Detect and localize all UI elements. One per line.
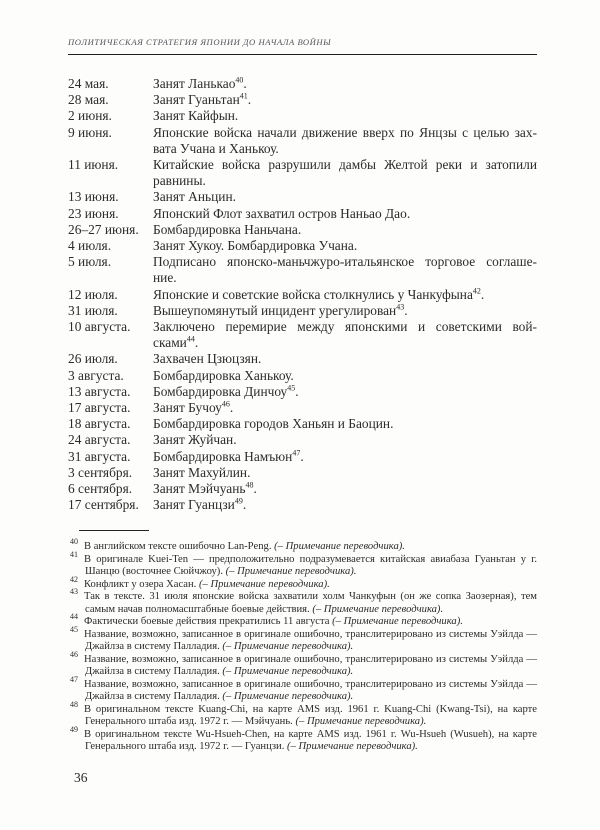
- footnote-number: 49: [70, 724, 78, 734]
- translator-note: (– Примечание переводчика).: [222, 641, 354, 652]
- event-line: Китайские войска разрушили дамбы Желтой реки и затопили: [153, 157, 537, 173]
- event-line: Занят Ланькао$^{40}$.: [153, 75, 247, 91]
- event-row: [68, 449, 537, 465]
- footnote-number: 40: [70, 537, 78, 547]
- footnote-ref: 43: [396, 302, 405, 312]
- event-row: [68, 368, 537, 384]
- footnote-ref: 46: [221, 399, 230, 409]
- event-text: [153, 400, 537, 416]
- footnote-number: 42: [70, 574, 78, 584]
- event-date: 3 августа.: [68, 367, 124, 383]
- event-date: 17 августа.: [68, 400, 131, 416]
- event-date: 18 августа.: [68, 416, 131, 432]
- footnote-ref: 45: [287, 383, 296, 393]
- event-text: [153, 92, 537, 108]
- event-row: [68, 303, 537, 319]
- footnote-ref: 40: [235, 75, 244, 85]
- event-row: [68, 189, 537, 205]
- event-date: 23 июня.: [68, 205, 119, 221]
- event-text: [153, 319, 537, 351]
- footnote-number: 48: [70, 699, 78, 709]
- event-row: [68, 125, 537, 157]
- page-number: 36: [74, 770, 88, 785]
- event-text: [153, 157, 537, 189]
- event-date: 28 мая.: [68, 92, 109, 108]
- event-text: [153, 481, 537, 497]
- footnote-text: В оригинальном тексте Kuang-Chi, на карте AMS изд. 1961 г. Kuang-Chi (Kwang-Tsi), на карте Генерального штаба изд. 1972 г. — Мэйчуань.: [84, 703, 537, 727]
- event-row: [68, 416, 537, 432]
- footnote-ref: 47: [292, 448, 301, 458]
- event-text: [153, 254, 537, 286]
- footnote-text: Конфликт у озера Хасан.: [84, 578, 197, 590]
- footnote-text: Название, возможно, записанное в оригинале ошибочно, транслитерировано из системы Уэйлда — Джайлза в систему Палладия.: [84, 678, 537, 702]
- event-row: [68, 287, 537, 303]
- footnote-ref: 49: [234, 496, 243, 506]
- translator-note: (– Примечание переводчика).: [287, 741, 418, 752]
- event-line: Бомбардировка Намъюн$^{47}$.: [153, 448, 304, 464]
- footnote: [70, 587, 537, 616]
- footnote-list: [70, 537, 537, 754]
- translator-note: (– Примечание переводчика).: [274, 541, 405, 552]
- event-row: [68, 497, 537, 513]
- event-date: 6 сентября.: [68, 481, 133, 497]
- footnote-number: 47: [70, 674, 78, 684]
- event-date: 24 мая.: [68, 76, 109, 91]
- event-line: Японский Флот захватил остров Наньао Дао.: [153, 205, 411, 221]
- event-text: [153, 76, 537, 92]
- event-line: вата Учана и Ханькоу.: [153, 140, 279, 156]
- event-date: 13 августа.: [68, 383, 131, 399]
- footnote-text: В оригинальном тексте Wu-Hsueh-Chen, на карте AMS изд. 1961 г. Wu-Hsueh (Wusueh), на карте Генерального штаба изд. 1972 г. — Гуанцзи.: [84, 728, 537, 752]
- footnote-text: Фактически боевые действия прекратились 11 августа: [84, 616, 330, 627]
- event-line: Занят Жуйчан.: [153, 432, 237, 448]
- footnote-text: Название, возможно, записанное в оригинале ошибочно, транслитерировано из системы Уэйлда — Джайлза в систему Палладия.: [84, 653, 537, 677]
- event-list: [68, 76, 537, 513]
- event-line: Занят Гуаньтан$^{41}$.: [153, 91, 252, 108]
- event-line: Занят Мэйчуань$^{48}$.: [153, 480, 257, 497]
- footnote-number: 44: [70, 612, 78, 622]
- event-row: [68, 351, 537, 367]
- event-line: Занят Хукоу. Бомбардировка Учана.: [153, 238, 358, 254]
- event-date: 4 июля.: [68, 238, 112, 254]
- event-text: [153, 287, 537, 303]
- header-rule: [68, 54, 537, 55]
- running-head: ПОЛИТИЧЕСКАЯ СТРАТЕГИЯ ЯПОНИИ ДО НАЧАЛА ВОЙНЫ: [68, 37, 332, 47]
- event-line: Бомбардировка Ханькоу.: [153, 367, 294, 383]
- event-row: [68, 206, 537, 222]
- event-text: [153, 238, 537, 254]
- event-date: 26 июля.: [68, 351, 118, 367]
- event-text: [153, 497, 537, 513]
- event-line: Занят Бучоу$^{46}$.: [153, 399, 234, 416]
- event-date: 31 июля.: [68, 302, 118, 318]
- event-text: [153, 125, 537, 157]
- event-line: Подписано японско-маньчжуро-итальянское торговое соглаше-: [153, 254, 537, 270]
- event-date: 2 июня.: [68, 108, 112, 124]
- event-row: [68, 157, 537, 189]
- event-row: [68, 108, 537, 124]
- event-text: [153, 206, 537, 222]
- event-line: Занят Гуанцзи$^{49}$.: [153, 496, 247, 513]
- event-date: 9 июня.: [68, 124, 112, 140]
- event-text: [153, 108, 537, 124]
- event-text: [153, 303, 537, 319]
- footnote: [70, 724, 537, 754]
- event-date: 10 августа.: [68, 319, 131, 335]
- event-row: [68, 432, 537, 448]
- translator-note: (– Примечание переводчика).: [295, 716, 427, 727]
- event-date: 11 июня.: [68, 157, 119, 173]
- event-text: [153, 189, 537, 205]
- event-line: Японские войска начали движение вверх по Янцзы с целью зах-: [153, 124, 537, 140]
- event-date: 17 сентября.: [68, 497, 139, 513]
- event-text: [153, 416, 537, 432]
- event-line: Бомбардировка Наньчана.: [153, 221, 302, 237]
- event-row: [68, 465, 537, 481]
- event-line: Занят Махуйлин.: [153, 464, 251, 480]
- event-date: 5 июля.: [68, 254, 112, 270]
- footnote-number: 43: [70, 587, 78, 597]
- event-line: Захвачен Цзюцзян.: [153, 351, 262, 367]
- event-line: Вышеупомянутый инцидент урегулирован$^{43}$.: [153, 302, 408, 318]
- translator-note: (– Примечание переводчика).: [198, 578, 330, 590]
- event-text: [153, 384, 537, 400]
- footnote-number: 46: [70, 649, 78, 659]
- event-row: [68, 92, 537, 108]
- event-line: равнины.: [153, 173, 206, 189]
- footnote-number: 41: [70, 549, 78, 559]
- event-date: 24 августа.: [68, 432, 131, 448]
- event-line: Заключено перемирие между японскими и советскими вой-: [153, 319, 537, 335]
- event-text: [153, 368, 537, 384]
- footnote-text: Название, возможно, записанное в оригинале ошибочно, транслитерировано из системы Уэйлда — Джайлза в систему Палладия.: [84, 628, 537, 652]
- translator-note: (– Примечание переводчика).: [222, 691, 354, 702]
- event-date: 26–27 июня.: [68, 221, 139, 237]
- event-date: 3 сентября.: [68, 464, 133, 480]
- event-text: [153, 449, 537, 465]
- event-line: ние.: [153, 270, 177, 286]
- footnote-text: В английском тексте ошибочно Lan-Peng.: [84, 541, 272, 552]
- event-line: Бомбардировка городов Ханьян и Баоцин.: [153, 416, 394, 432]
- translator-note: (– Примечание переводчика).: [225, 566, 357, 577]
- footnote-separator: [79, 530, 149, 531]
- footnote-text: В оригинале Kuei-Ten — предположительно подразумевается китайская авиабаза Гуаньтан у г. Шанцю (восточнее Сюйчжоу).: [84, 553, 537, 577]
- event-date: 31 августа.: [68, 448, 131, 464]
- event-row: [68, 384, 537, 400]
- event-line: Занят Кайфын.: [153, 108, 239, 124]
- event-date: 12 июля.: [68, 286, 118, 302]
- event-row: [68, 400, 537, 416]
- event-row: [68, 222, 537, 238]
- event-row: [68, 481, 537, 497]
- footnote-ref: 44: [186, 334, 195, 344]
- event-row: [68, 254, 537, 286]
- translator-note: (– Примечание переводчика).: [312, 603, 444, 615]
- event-row: [68, 319, 537, 351]
- translator-note: (– Примечание переводчика).: [222, 666, 354, 677]
- event-line: Японские и советские войска столкнулись у Чанкуфына$^{42}$.: [153, 286, 485, 302]
- event-text: [153, 222, 537, 238]
- event-row: [68, 76, 537, 92]
- event-text: [153, 432, 537, 448]
- translator-note: (– Примечание переводчика).: [332, 616, 463, 627]
- footnote-text: Так в тексте. 31 июля японские войска захватили холм Чанкуфын (он же сопка Заозерная), тем самым начав полномасштабные боевые действия.: [84, 591, 537, 615]
- event-line: Бомбардировка Динчоу$^{45}$.: [153, 383, 299, 399]
- footnote-ref: 41: [239, 91, 248, 101]
- footnote-ref: 48: [245, 480, 254, 490]
- event-text: [153, 465, 537, 481]
- footnote-number: 45: [70, 624, 78, 634]
- event-line: сками$^{44}$.: [153, 334, 199, 351]
- event-date: 13 июня.: [68, 189, 119, 205]
- footnote-ref: 42: [472, 286, 481, 296]
- event-row: [68, 238, 537, 254]
- event-line: Занят Аньцин.: [153, 189, 236, 205]
- event-text: [153, 351, 537, 367]
